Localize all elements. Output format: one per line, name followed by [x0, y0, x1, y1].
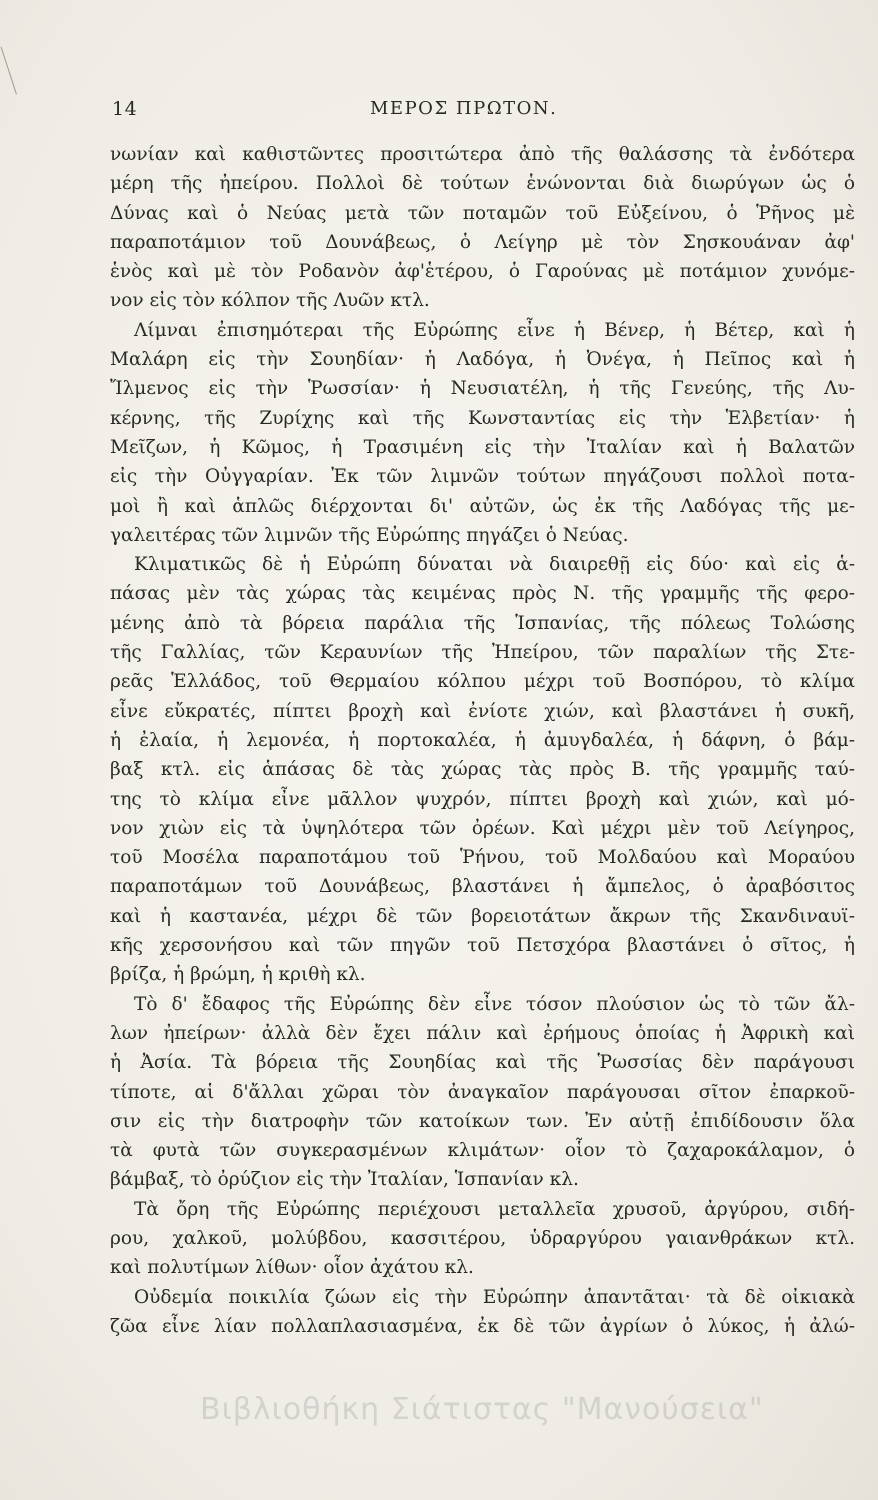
- text-line: Μαλάρη εἰς τὴν Σουηδίαν· ἡ Λαδόγα, ἡ Ὀνέγα, ἡ Πεῖπος καὶ ἡ: [110, 349, 855, 371]
- text-line: νον εἰς τὸν κόλπον τῆς Λυῶν κτλ.: [110, 290, 430, 312]
- text-line: ρεᾶς Ἑλλάδος, τοῦ Θερμαίου κόλπου μέχρι τοῦ Βοσπόρου, τὸ κλίμα: [110, 671, 855, 693]
- text-line: βρίζα, ἡ βρώμη, ἡ κριθὴ κλ.: [110, 964, 366, 986]
- text-line: βάμβαξ, τὸ ὀρύζιον εἰς τὴν Ἰταλίαν, Ἱσπανίαν κλ.: [110, 1169, 579, 1191]
- text-line: Τὸ δ' ἔδαφος τῆς Εὐρώπης δὲν εἶνε τόσον πλούσιον ὡς τὸ τῶν ἄλ-: [134, 993, 855, 1015]
- text-line: παραπoτάμιον τοῦ Δουνάβεως, ὁ Λείγηρ μὲ τὸν Σησκουάναν ἀφ': [110, 231, 855, 253]
- text-line: κέρνης, τῆς Ζυρίχης καὶ τῆς Κωνσταντίας εἰς τὴν Ἑλβετίαν· ἡ: [110, 407, 855, 429]
- text-line: ζῶα εἶνε λίαν πολλαπλασιασμένα, ἐκ δὲ τῶν ἀγρίων ὁ λύκος, ἡ ἀλώ-: [110, 1315, 855, 1337]
- text-line: Δύνας καὶ ὁ Νεύας μετὰ τῶν ποταμῶν τοῦ Εὐξείνου, ὁ Ῥῆνος μὲ: [110, 202, 855, 224]
- text-line: μοὶ ἢ καὶ ἁπλῶς διέρχονται δι' αὐτῶν, ὡς ἐκ τῆς Λαδόγας τῆς με-: [110, 495, 855, 517]
- text-line: σιν εἰς τὴν διατροφὴν τῶν κατοίκων των. Ἐν αὐτῇ ἐπιδίδουσιν ὅλα: [110, 1110, 855, 1132]
- text-line: πάσας μὲν τὰς χώρας τὰς κειμένας πρὸς Ν. τῆς γραμμῆς τῆς φερο-: [110, 583, 855, 605]
- text-line: μένης ἀπὸ τὰ βόρεια παράλια τῆς Ἱσπανίας, τῆς πόλεως Τολώσης: [110, 612, 855, 634]
- text-line: Μεῖζων, ἡ Κῶμος, ἡ Τρασιμένη εἰς τὴν Ἰταλίαν καὶ ἡ Βαλατῶν: [110, 436, 855, 458]
- text-line: Τὰ ὄρη τῆς Εὐρώπης περιέχουσι μεταλλεῖα χρυσοῦ, ἀργύρου, σιδή-: [134, 1198, 855, 1220]
- text-line: Ἴλμενος εἰς τὴν Ῥωσσίαν· ἡ Νευσιατέλη, ἡ τῆς Γενεύης, τῆς Λυ-: [110, 378, 855, 400]
- text-line: ἑνὸς καὶ μὲ τὸν Ροδανὸν ἀφ'ἑτέρου, ὁ Γαρούνας μὲ ποτάμιον χυνόμε-: [110, 261, 855, 283]
- text-line: ρου, χαλκοῦ, μολύβδου, κασσιτέρου, ὑδραργύρου γαιανθράκων κτλ.: [110, 1227, 855, 1249]
- text-line: τίποτε, αἱ δ'ἄλλαι χῶραι τὸν ἀναγκαῖον παράγουσαι σῖτον ἐπαρκοῦ-: [110, 1081, 855, 1103]
- text-line: τοῦ Μοσέλα παραποτάμου τοῦ Ῥήνου, τοῦ Μολδαύου καὶ Μοραύου: [110, 847, 855, 869]
- text-line: της τὸ κλίμα εἶνε μᾶλλον ψυχρόν, πίπτει βροχὴ καὶ χιών, καὶ μό-: [110, 788, 855, 810]
- text-line: βαξ κτλ. εἰς ἁπάσας δὲ τὰς χώρας τὰς πρὸς Β. τῆς γραμμῆς ταύ-: [110, 759, 855, 781]
- text-line: εἶνε εὔκρατές, πίπτει βροχὴ καὶ ἐνίοτε χιών, καὶ βλαστάνει ἡ συκῆ,: [110, 700, 855, 722]
- page-edge-mark: [1, 44, 27, 95]
- running-title: ΜΕΡΟΣ ΠΡΩΤΟΝ.: [370, 98, 558, 119]
- text-line: ἡ Ἀσία. Τὰ βόρεια τῆς Σουηδίας καὶ τῆς Ῥωσσίας δὲν παράγουσι: [110, 1052, 855, 1074]
- text-line: κῆς χερσονήσου καὶ τῶν πηγῶν τοῦ Πετσχόρα βλαστάνει ὁ σῖτος, ἡ: [110, 935, 855, 957]
- text-line: νον χιὼν εἰς τὰ ὑψηλότερα τῶν ὀρέων. Καὶ μέχρι μὲν τοῦ Λείγηρος,: [110, 817, 855, 839]
- text-line: ἡ ἐλαία, ἡ λεμονέα, ἡ πορτοκαλέα, ἡ ἀμυγδαλέα, ἡ δάφνη, ὁ βάμ-: [110, 729, 855, 751]
- text-line: εἰς τὴν Οὐγγαρίαν. Ἐκ τῶν λιμνῶν τούτων πηγάζουσι πολλοὶ ποτα-: [110, 466, 855, 488]
- text-line: τῆς Γαλλίας, τῶν Κεραυνίων τῆς Ἠπείρου, τῶν παραλίων τῆς Στε-: [110, 642, 855, 664]
- text-line: τὰ φυτὰ τῶν συγκερασμένων κλιμάτων· οἷον τὸ ζαχαροκάλαμον, ὁ: [110, 1140, 855, 1162]
- text-line: καὶ πολυτίμων λίθων· οἷον ἀχάτου κλ.: [110, 1257, 474, 1279]
- library-watermark: Βιβλιοθήκη Σιάτιστας "Μανούσεια": [200, 1392, 764, 1427]
- page-header: [112, 92, 772, 128]
- text-line: γαλειτέρας τῶν λιμνῶν τῆς Εὐρώπης πηγάζει ὁ Νεύας.: [110, 524, 629, 546]
- page-number: 14: [112, 98, 138, 120]
- text-line: Οὐδεμία ποικιλία ζώων εἰς τὴν Εὐρώπην ἀπαντᾶται· τὰ δὲ οἰκιακὰ: [134, 1286, 855, 1308]
- text-line: Λίμναι ἐπισημότεραι τῆς Εὐρώπης εἶνε ἡ Βένερ, ἡ Βέτερ, καὶ ἡ: [134, 319, 855, 341]
- body-text: [110, 140, 855, 1341]
- text-line: παραποτάμων τοῦ Δουνάβεως, βλαστάνει ἡ ἄμπελος, ὁ ἀραβόσιτος: [110, 876, 855, 898]
- text-line: νωνίαν καὶ καθιστῶντες προσιτώτερα ἀπὸ τῆς θαλάσσης τὰ ἐνδότερα: [110, 144, 855, 165]
- text-line: καὶ ἡ καστανέα, μέχρι δὲ τῶν βορειοτάτων ἄκρων τῆς Σκανδιναυϊ-: [110, 905, 855, 927]
- text-line: μέρη τῆς ἠπείρου. Πολλοὶ δὲ τούτων ἑνώνονται διὰ διωρύγων ὡς ὁ: [110, 173, 855, 195]
- text-line: Κλιματικῶς δὲ ἡ Εὐρώπη δύναται νὰ διαιρεθῇ εἰς δύο· καὶ εἰς ἁ-: [134, 554, 855, 576]
- text-line: λων ἠπείρων· ἀλλὰ δὲν ἔχει πάλιν καὶ ἐρήμους ὁποίας ἡ Ἀφρικὴ καὶ: [110, 1022, 855, 1044]
